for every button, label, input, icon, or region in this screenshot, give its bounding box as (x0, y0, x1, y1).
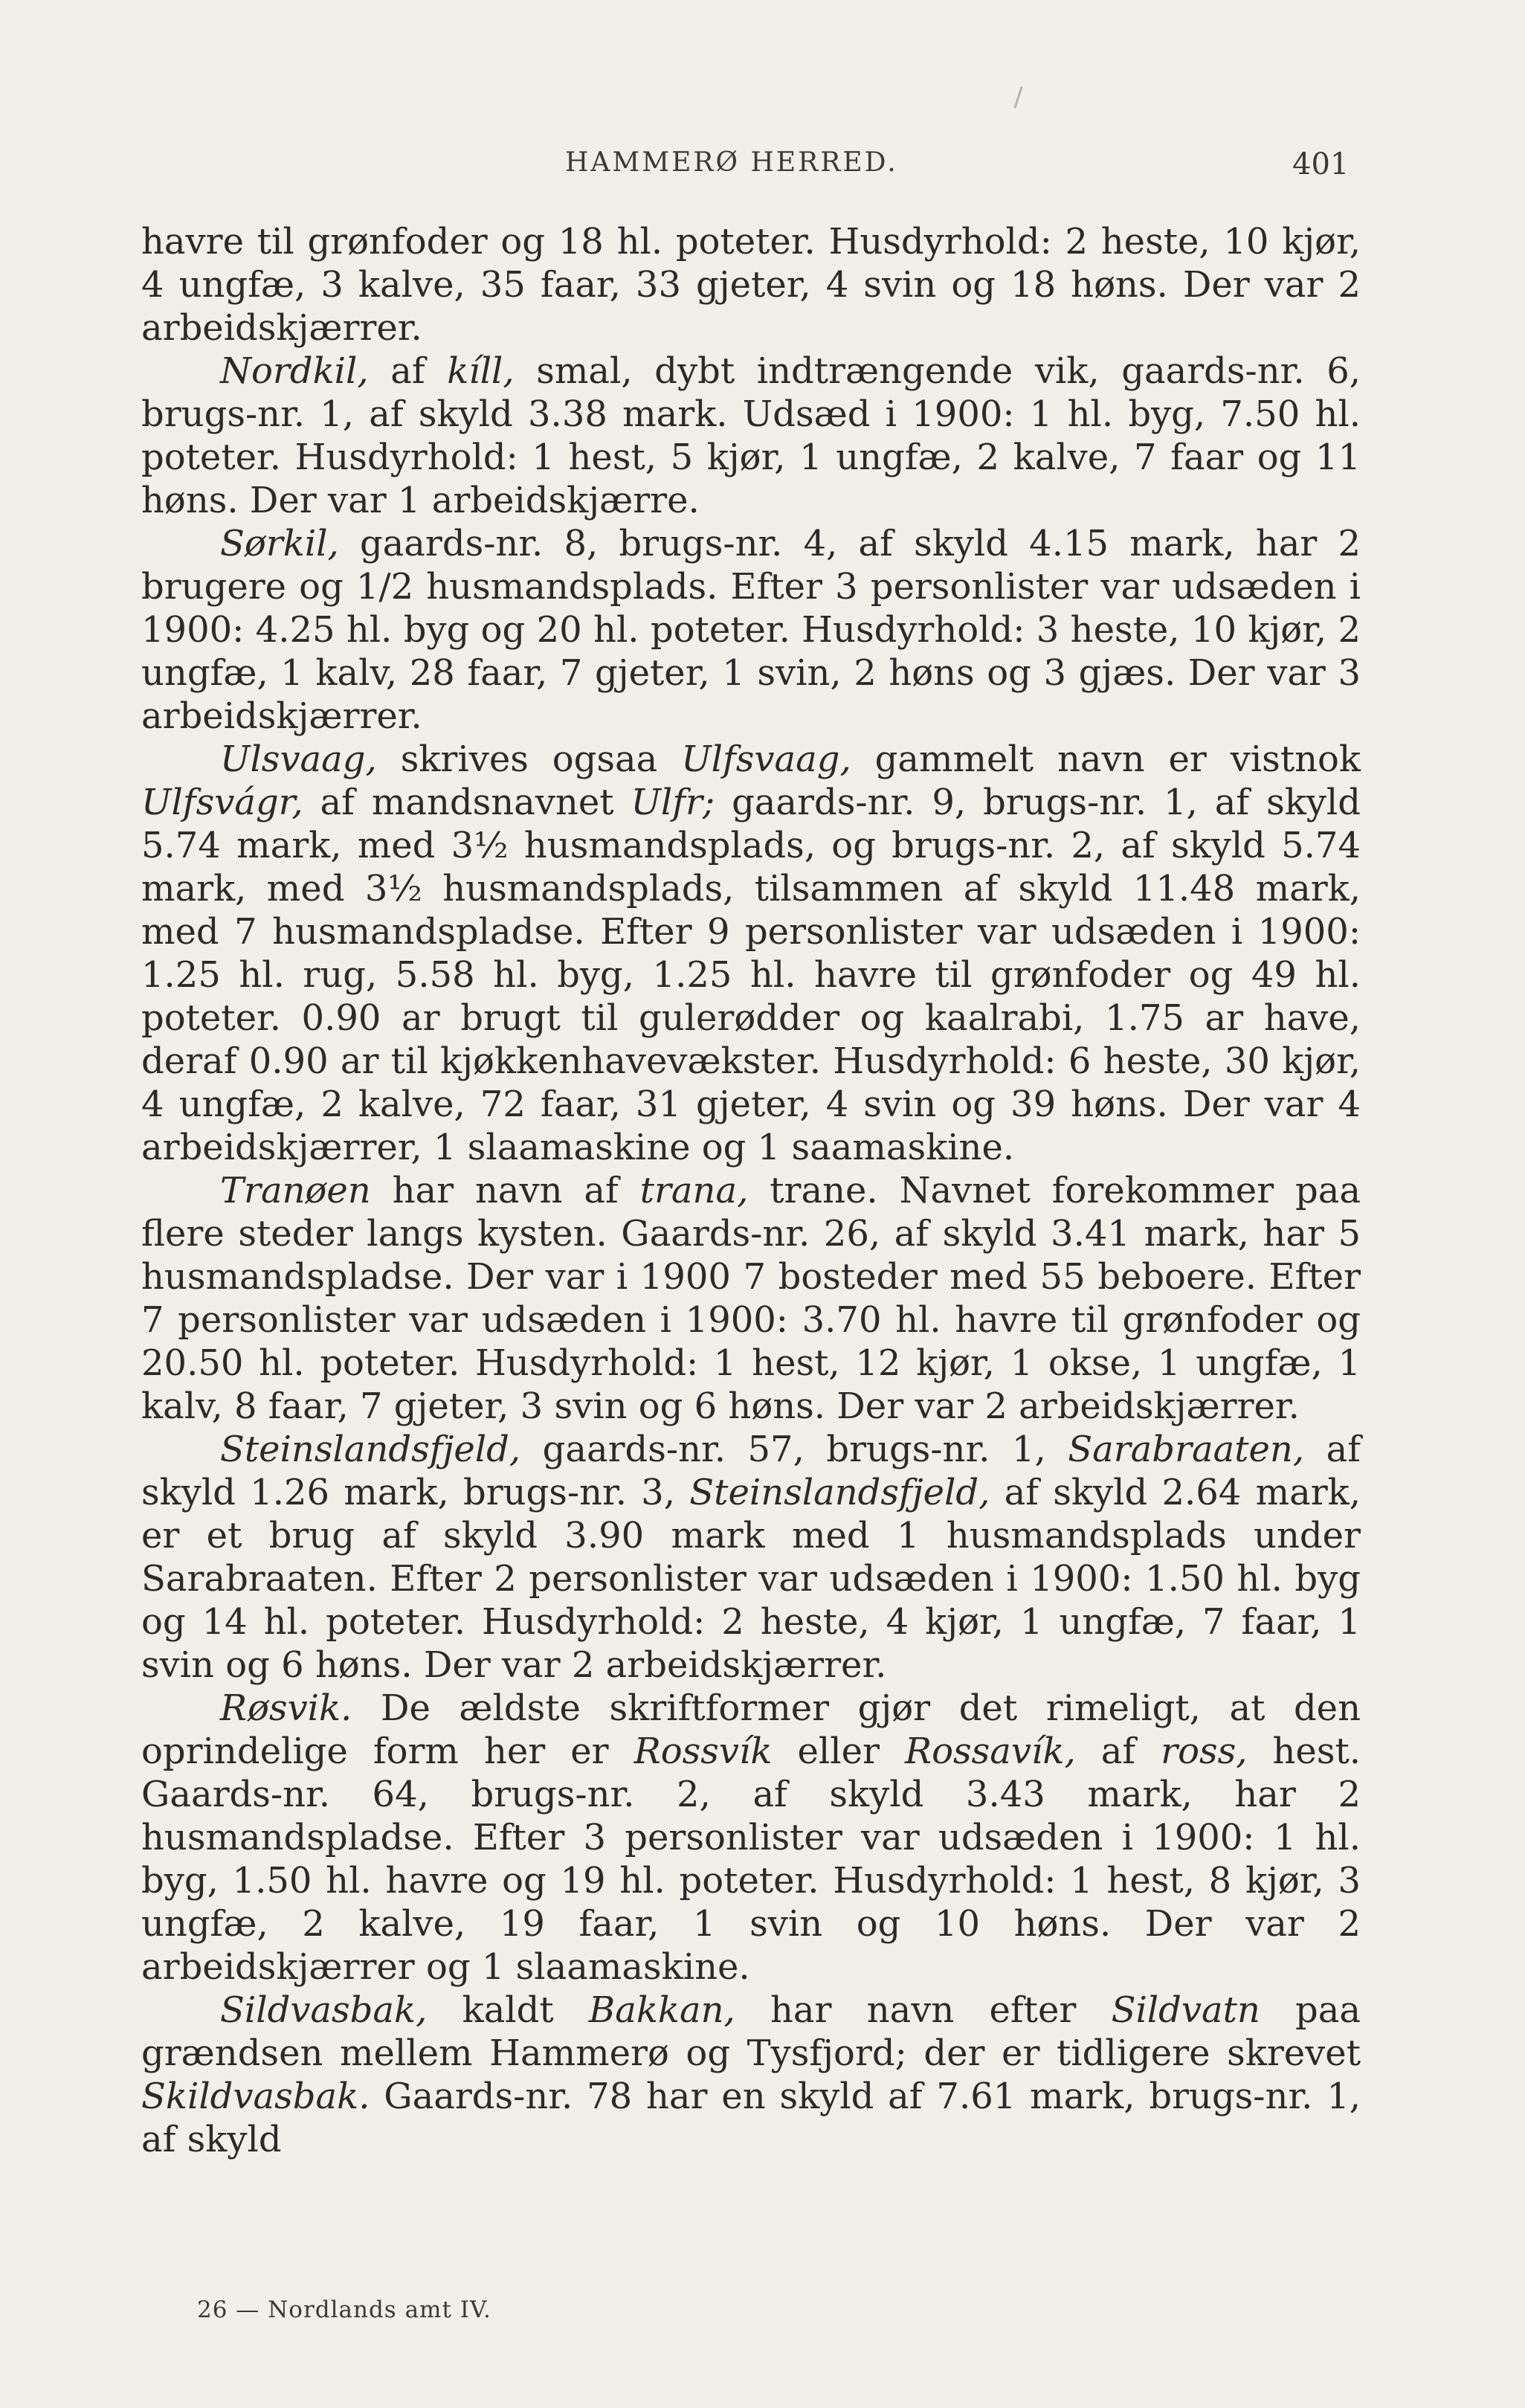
paragraph-text: De ældste skriftformer gjør det rimeligt, at den oprindelige form her er (141, 1687, 1361, 1772)
etymology-word: Ulfsvaag, (681, 738, 851, 780)
fraction: 1/2 (355, 566, 414, 608)
paragraph-text: smal, dybt indtrængende vik, gaards-nr. 6, brugs-nr. 1, af skyld 3.38 mark. Udsæd i 1900: 1 hl. byg, 7.50 hl. poteter. Husdyrhold: 1 hest, 5 kjør, 1 ungfæ, 2 kalve, 7 faar og 11 høns. Der var 1 arbeidskjærre. (141, 350, 1361, 521)
paragraph-nordkil (141, 350, 1361, 522)
entry-name: Steinslandsfjeld, (220, 1429, 521, 1470)
paragraph-text: af skyld 2.64 mark, er et brug af skyld 3.90 mark med 1 husmandsplads under Sarabraaten. Efter 2 personlister var udsæden i 1900: 1.50 hl. byg og 14 hl. poteter. Husdyrhold: 2 heste, 4 kjør, 1 ungfæ, 7 faar, 1 svin og 6 høns. Der var 2 arbeidskjærrer. (141, 1472, 1361, 1686)
paragraph-text: har navn efter (735, 1989, 1112, 2031)
entry-name: Røsvik. (220, 1687, 352, 1729)
entry-name: Tranøen (220, 1170, 371, 1211)
paragraph-tranoen (141, 1169, 1361, 1428)
paragraph-ulsvaag (141, 738, 1361, 1169)
entry-name: Sørkil, (220, 523, 339, 564)
fraction: 3½ (364, 868, 422, 910)
paragraph-text: skrives ogsaa (376, 738, 682, 780)
paragraph-text: hest. Gaards-nr. 64, brugs-nr. 2, af skyld 3.43 mark, har 2 husmandspladse. Efter 3 personlister var udsæden i 1900: 1 hl. byg, 1.50 hl. havre og 19 hl. poteter. Husdyrhold: 1 hest, 8 kjør, 3 ungfæ, 2 kalve, 19 faar, 1 svin og 10 høns. Der var 2 arbeidskjærrer og 1 slaamaskine. (141, 1731, 1361, 1988)
page-number: 401 (1292, 147, 1350, 181)
paragraph-text: kaldt (427, 1989, 589, 2031)
entry-name: Nordkil, (220, 350, 369, 392)
place-name: Steinslandsfjeld, (689, 1472, 990, 1513)
running-title: HAMMERØ HERRED. (565, 147, 898, 178)
etymology-word: kíll, (447, 350, 515, 392)
paragraph-text: eller (772, 1731, 905, 1772)
body-text (141, 220, 1361, 2161)
entry-name: Sildvasbak, (220, 1989, 428, 2031)
entry-name: Ulsvaag, (220, 738, 377, 780)
printer-signature: 26 — Nordlands amt IV. (197, 2296, 491, 2323)
paragraph-sorkil (141, 522, 1361, 738)
paragraph-rosvik (141, 1687, 1361, 1989)
etymology-word: Ulfsvágr, (141, 782, 303, 823)
etymology-word: trana, (639, 1170, 749, 1211)
paragraph-text: husmandsplads, og brugs-nr. 2, af skyld 5.74 mark, med (141, 825, 1361, 910)
etymology-word: Ulfr; (631, 782, 715, 823)
paragraph-text: husmandsplads, tilsammen af skyld 11.48 mark, med 7 husmandspladse. Efter 9 personlister var udsæden i 1900: 1.25 hl. rug, 5.58 hl. byg, 1.25 hl. havre til grønfoder og 49 hl. poteter. 0.90 ar brugt til gulerødder og kaalrabi, 1.75 ar have, deraf 0.90 ar til kjøkkenhavevækster. Husdyrhold: 6 heste, 30 kjør, 4 ungfæ, 2 kalve, 72 faar, 31 gjeter, 4 svin og 39 høns. Der var 4 arbeidskjærrer, 1 slaamaskine og 1 saamaskine. (141, 868, 1361, 1168)
paragraph-text: har navn af (370, 1170, 640, 1211)
paragraph-text: af (1075, 1731, 1161, 1772)
paragraph-text: havre til grønfoder og 18 hl. poteter. Husdyrhold: 2 heste, 10 kjør, 4 ungfæ, 3 kalve, 35 faar, 33 gjeter, 4 svin og 18 høns. Der var 2 arbeidskjærrer. (141, 221, 1361, 349)
place-name: Sildvatn (1111, 1989, 1260, 2031)
paragraph-text: gammelt navn er vistnok (851, 738, 1361, 780)
fraction: 3½ (451, 825, 509, 866)
etymology-word: ross, (1161, 1731, 1248, 1772)
paragraph-text: trane. Navnet forekommer paa flere steder langs kysten. Gaards-nr. 26, af skyld 3.41 mark, har 5 husmandspladse. Der var i 1900 7 bosteder med 55 beboere. Efter 7 personlister var udsæden i 1900: 3.70 hl. havre til grønfoder og 20.50 hl. poteter. Husdyrhold: 1 hest, 12 kjør, 1 okse, 1 ungfæ, 1 kalv, 8 faar, 7 gjeter, 3 svin og 6 høns. Der var 2 arbeidskjærrer. (141, 1170, 1361, 1427)
etymology-word: Rossavík, (904, 1731, 1076, 1772)
paragraph-text: af mandsnavnet (303, 782, 631, 823)
paragraph-text: gaards-nr. 8, brugs-nr. 4, af skyld 4.15 mark, har 2 brugere og (141, 523, 1361, 608)
paragraph-text: af skyld 1.26 mark, brugs-nr. 3, (141, 1429, 1361, 1513)
etymology-word: Rossvík (633, 1731, 773, 1772)
paragraph-steinslandsfjeld (141, 1428, 1361, 1687)
paragraph-continuation (141, 220, 1361, 350)
place-name: Skildvasbak. (141, 2076, 370, 2117)
paragraph-text: paa grændsen mellem Hammerø og Tysfjord; der er tidligere skrevet (141, 1989, 1361, 2074)
place-name: Sarabraaten, (1068, 1429, 1305, 1470)
stray-pen-mark (1013, 86, 1022, 108)
paragraph-text: husmandsplads. Efter 3 personlister var udsæden i 1900: 4.25 hl. byg og 20 hl. poteter. Husdyrhold: 3 heste, 10 kjør, 2 ungfæ, 1 kalv, 28 faar, 7 gjeter, 1 svin, 2 høns og 3 gjæs. Der var 3 arbeidskjærrer. (141, 566, 1361, 737)
paragraph-text: af (368, 350, 448, 392)
place-name: Bakkan, (588, 1989, 735, 2031)
paragraph-text: gaards-nr. 9, brugs-nr. 1, af skyld 5.74 mark, med (141, 782, 1361, 866)
paragraph-text: Gaards-nr. 78 har en skyld af 7.61 mark, brugs-nr. 1, af skyld (141, 2076, 1361, 2160)
paragraph-text: gaards-nr. 57, brugs-nr. 1, (520, 1429, 1068, 1470)
paragraph-sildvasbak (141, 1989, 1361, 2161)
